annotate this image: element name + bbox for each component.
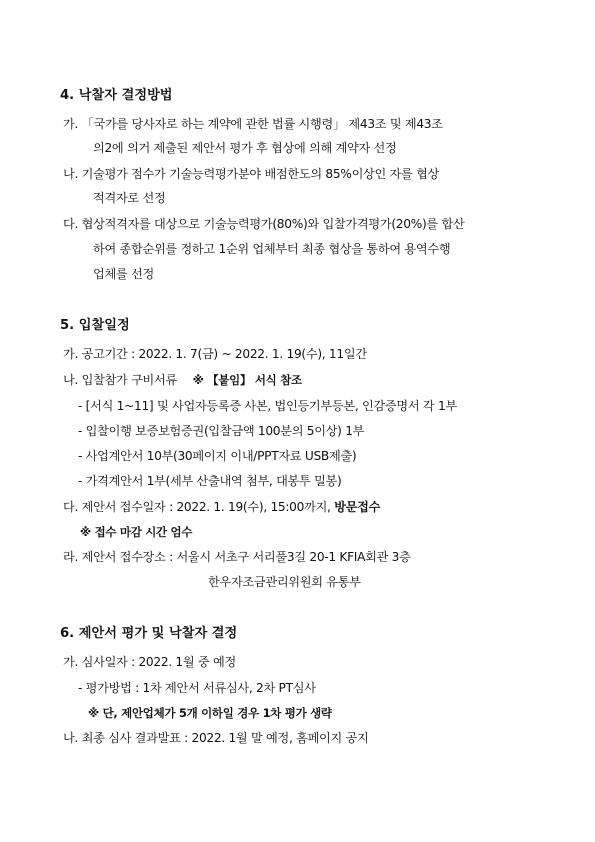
section-6-title: 6. 제안서 평가 및 낙찰자 결정	[60, 626, 238, 641]
s5-doc-2: - 입찰이행 보증보험증권(입찰금액 100분의 5이상) 1부	[78, 424, 365, 438]
s5-item-da-strong: 방문접수	[334, 500, 381, 514]
s5-item-na	[63, 372, 302, 388]
s6-item-na: 나. 최종 심사 결과발표 : 2022. 1월 말 예정, 홈페이지 공지	[63, 731, 369, 745]
s5-note: ※ 접수 마감 시간 엄수	[80, 525, 193, 539]
s5-item-na-label: 나. 입찰참가 구비서류	[63, 373, 177, 387]
s5-item-ga: 가. 공고기간 : 2022. 1. 7(금) ~ 2022. 1. 19(수), 11일간	[63, 347, 367, 361]
s5-doc-3: - 사업계안서 10부(30페이지 이내/PPT자료 USB제출)	[78, 449, 357, 463]
s5-item-da	[63, 499, 380, 515]
s5-item-na-note: ※ 【붙임】 서식 참조	[192, 373, 302, 387]
s5-doc-4: - 가격계안서 1부(세부 산출내역 첨부, 대봉투 밀봉)	[78, 474, 342, 488]
section-4-title: 4. 낙찰자 결정방법	[60, 88, 173, 103]
s4-item-na-line2: 적격자로 선정	[93, 191, 166, 205]
s5-item-ra-line1: 라. 제안서 접수장소 : 서울시 서초구 서리풀3길 20-1 KFIA회관 3층	[63, 550, 411, 564]
s4-item-da-line3: 업체를 선정	[93, 267, 154, 281]
s5-item-ra-line2: 한우자조금관리위원회 유통부	[208, 575, 361, 589]
s4-item-ga-line2: 의2에 의거 제출된 제안서 평가 후 협상에 의해 계약자 선정	[93, 141, 397, 155]
s4-item-na-line1: 나. 기술평가 점수가 기술능력평가분야 배점한도의 85%이상인 자를 협상	[63, 167, 440, 181]
s5-item-da-text: 다. 제안서 접수일자 : 2022. 1. 19(수), 15:00까지,	[63, 500, 331, 514]
s4-item-ga-line1: 가. 「국가를 당사자로 하는 계약에 관한 법률 시행령」 제43조 및 제43조	[63, 117, 443, 131]
s6-note: ※ 단, 제안업체가 5개 이하일 경우 1차 평가 생략	[88, 706, 332, 720]
s4-item-da-line1: 다. 협상적격자를 대상으로 기술능력평가(80%)와 입찰가격평가(20%)를 합산	[63, 217, 465, 231]
s6-item-ga-detail: - 평가방법 : 1차 제안서 서류심사, 2차 PT심사	[78, 681, 316, 695]
s4-item-da-line2: 하여 종합순위를 정하고 1순위 업체부터 최종 협상을 통하여 용역수행	[93, 242, 451, 256]
s6-item-ga: 가. 심사일자 : 2022. 1월 중 예정	[63, 655, 236, 669]
s5-doc-1: - [서식 1~11] 및 사업자등록증 사본, 법인등기부등본, 인감증명서 각 1부	[78, 399, 457, 413]
section-5-title: 5. 입찰일정	[60, 318, 130, 333]
